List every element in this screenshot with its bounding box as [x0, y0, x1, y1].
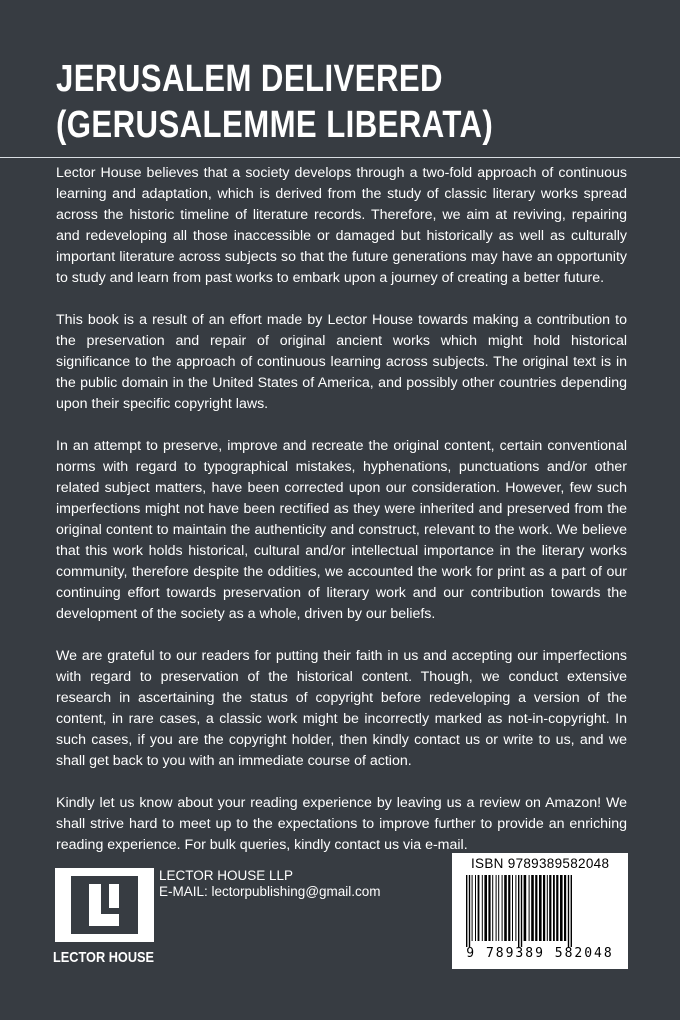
description-body	[56, 163, 627, 877]
paragraph-3: In an attempt to preserve, improve and recreate the original content, certain conventional norms with regard to typographical mistakes, hyphenations, punctuations and/or other related subject matters, have been corrected upon our consideration. However, few such imperfections might not have been rectified as they were inherited and preserved from the original content to maintain the authenticity and construct, relevant to the work. We believe that this work holds historical, cultural and/or intellectual importance in the literary works community, therefore despite the oddities, we accounted the work for print as a part of our continuing effort towards preservation of literary work and our contribution towards the development of the society as a whole, driven by our beliefs.	[56, 438, 627, 622]
publisher-info	[159, 868, 381, 900]
barcode-box	[452, 853, 628, 969]
logo-label: LECTOR HOUSE	[53, 949, 155, 966]
barcode-icon	[458, 875, 622, 947]
publisher-email: E-MAIL: lectorpublishing@gmail.com	[159, 884, 381, 899]
title-divider	[0, 157, 680, 158]
title-line-2: (GERUSALEMME LIBERATA)	[56, 104, 494, 146]
paragraph-1: Lector House believes that a society develops through a two-fold approach of continuous learning and adaptation, which is derived from the study of classic literary works spread across the historic timeline of literature records. Therefore, we aim at reviving, repairing and redeveloping all those inaccessible or damaged but historically as well as culturally important literature across subjects so that the future generations may have an opportunity to study and learn from past works to embark upon a journey of creating a better future.	[56, 165, 627, 286]
book-title	[56, 56, 548, 148]
paragraph-2: This book is a result of an effort made by Lector House towards making a contribution to the preservation and repair of original ancient works which might hold historical significance to the approach of continuous learning across subjects. The original text is in the public domain in the United States of America, and possibly other countries depending upon their specific copyright laws.	[56, 312, 627, 412]
title-line-1: JERUSALEM DELIVERED	[56, 58, 443, 100]
paragraph-4: We are grateful to our readers for putting their faith in us and accepting our imperfections with regard to preservation of the historical content. Though, we conduct extensive research in ascertaining the status of copyright before redeveloping a version of the content, in rare cases, a classic work might be incorrectly marked as not-in-copyright. In such cases, if you are the copyright holder, then kindly contact us or write to us, and we shall get back to you with an immediate course of action.	[56, 648, 627, 769]
barcode-digits: 9 789389 582048	[466, 946, 614, 961]
paragraph-5: Kindly let us know about your reading experience by leaving us a review on Amazon! We shall strive hard to meet up to the expectations to improve further to provide an enriching reading experience. For bulk queries, kindly contact us via e-mail.	[56, 795, 627, 853]
publisher-name: LECTOR HOUSE LLP	[159, 868, 294, 883]
isbn-label: ISBN 9789389582048	[471, 856, 610, 871]
